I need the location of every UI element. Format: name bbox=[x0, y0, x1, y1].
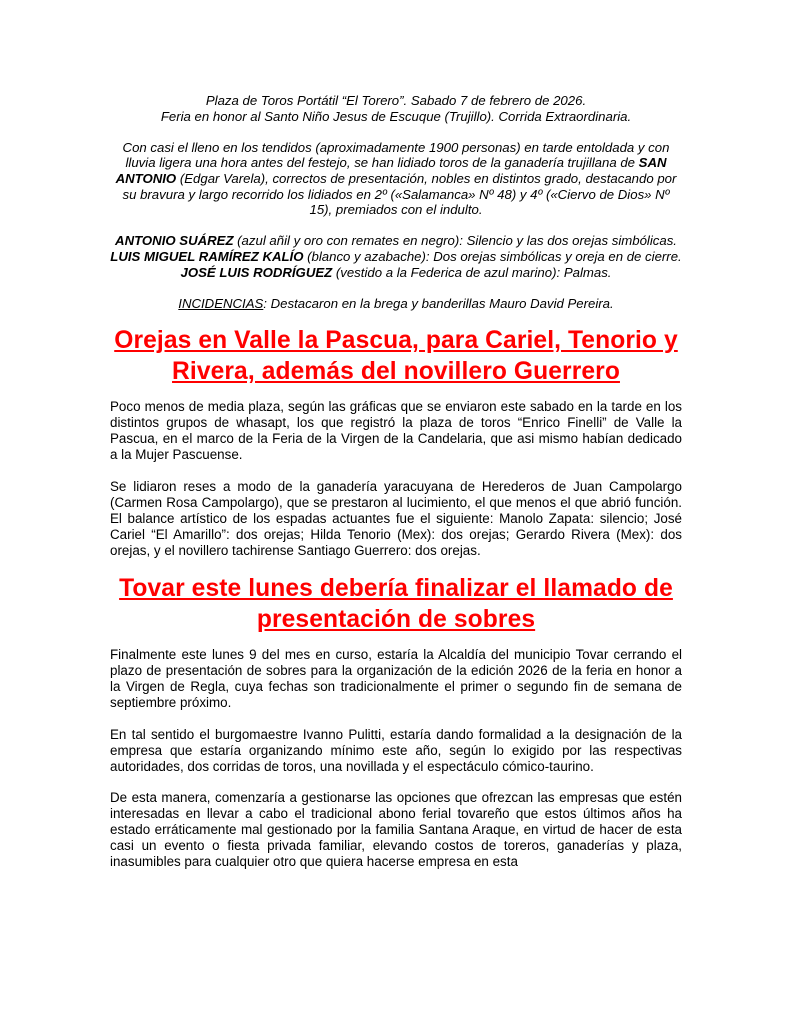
incidencias-line bbox=[110, 296, 682, 312]
incidencias-text: : Destacaron en la brega y banderillas Mauro David Pereira. bbox=[263, 295, 614, 311]
torero-result: (vestido a la Federica de azul marino): Palmas. bbox=[332, 264, 612, 280]
article-paragraph: Poco menos de media plaza, según las gráficas que se enviaron este sabado en la tarde en los distintos grupos de whasapt, los que registró la plaza de toros “Enrico Finelli” de Valle la Pascua, en el marco de la Feria de la Virgen de la Candelaria, que asi mismo habían dedicado a la Mujer Pascuense. bbox=[110, 399, 682, 463]
report-summary bbox=[110, 140, 682, 218]
summary-text-b: (Edgar Varela), correctos de presentación, nobles en distintos grado, destacando por su bravura y largo recorrido los lidiados en 2º («Salamanca» Nº 48) y 4º («Ciervo de Dios» Nº 15), premiados con el indulto. bbox=[122, 170, 677, 218]
summary-text-a: Con casi el lleno en los tendidos (aproximadamente 1900 personas) en tarde entoldada y con lluvia ligera una hora antes del festejo, se han lidiado toros de la ganadería trujillana de bbox=[122, 139, 670, 171]
article-valle-la-pascua bbox=[110, 325, 682, 559]
fair-line: Feria en honor al Santo Niño Jesus de Escuque (Trujillo). Corrida Extraordinaria. bbox=[160, 108, 632, 124]
torero-result: (azul añil y oro con remates en negro): Silencio y las dos orejas simbólicas. bbox=[233, 233, 677, 249]
result-line bbox=[110, 249, 682, 265]
document-page bbox=[110, 93, 682, 870]
bullfight-report bbox=[110, 93, 682, 311]
article-paragraph: En tal sentido el burgomaestre Ivanno Pulitti, estaría dando formalidad a la designación de la empresa que estaría organizando mínimo este año, según lo exigido por las respectivas autoridades, dos corridas de toros, una novillada y el espectáculo cómico-taurino. bbox=[110, 726, 682, 774]
article-paragraph: De esta manera, comenzaría a gestionarse las opciones que ofrezcan las empresas que estén interesadas en llevar a cabo el tradicional abono ferial tovareño que estos últimos años ha estado erráticamente mal gestionado por la familia Santana Araque, en virtud de hacer de esta casi un evento o fiesta privada familiar, elevando costos de toreros, ganaderías y plaza, inasumibles para cualquier otro que quiera hacerse empresa en esta bbox=[110, 790, 682, 870]
article-headline: Tovar este lunes debería finalizar el llamado de presentación de sobres bbox=[119, 574, 673, 633]
venue-line: Plaza de Toros Portátil “El Torero”. Sabado 7 de febrero de 2026. bbox=[205, 93, 587, 108]
torero-name: JOSÉ LUIS RODRÍGUEZ bbox=[180, 264, 333, 280]
torero-name: LUIS MIGUEL RAMÍREZ KALÍO bbox=[110, 248, 304, 264]
article-headline: Orejas en Valle la Pascua, para Cariel, Tenorio y Rivera, además del novillero Guerrero bbox=[114, 327, 678, 386]
result-line bbox=[110, 233, 682, 249]
article-paragraph: Se lidiaron reses a modo de la ganadería yaracuyana de Herederos de Juan Campolargo (Carmen Rosa Campolargo), que se prestaron al lucimiento, el que menos el que abrió función. El balance artístico de los espadas actuantes fue el siguiente: Manolo Zapata: silencio; José Cariel “El Amarillo”: dos orejas; Hilda Tenorio (Mex): dos orejas; Gerardo Rivera (Mex): dos orejas, y el novillero tachirense Santiago Guerrero: dos orejas. bbox=[110, 478, 682, 558]
incidencias-label: INCIDENCIAS bbox=[178, 295, 264, 311]
ganaderia-name: SAN ANTONIO bbox=[115, 155, 667, 186]
article-tovar bbox=[110, 573, 682, 870]
torero-result: (blanco y azabache): Dos orejas simbólicas y oreja en de cierre. bbox=[303, 248, 682, 264]
article-paragraph: Finalmente este lunes 9 del mes en curso, estaría la Alcaldía del municipio Tovar cerrando el plazo de presentación de sobres para la organización de la edición 2026 de la feria en honor a la Virgen de Regla, cuya fechas son tradicionalmente el primer o segundo fin de semana de septiembre próximo. bbox=[110, 646, 682, 710]
result-line bbox=[110, 265, 682, 281]
torero-name: ANTONIO SUÁREZ bbox=[115, 233, 234, 249]
